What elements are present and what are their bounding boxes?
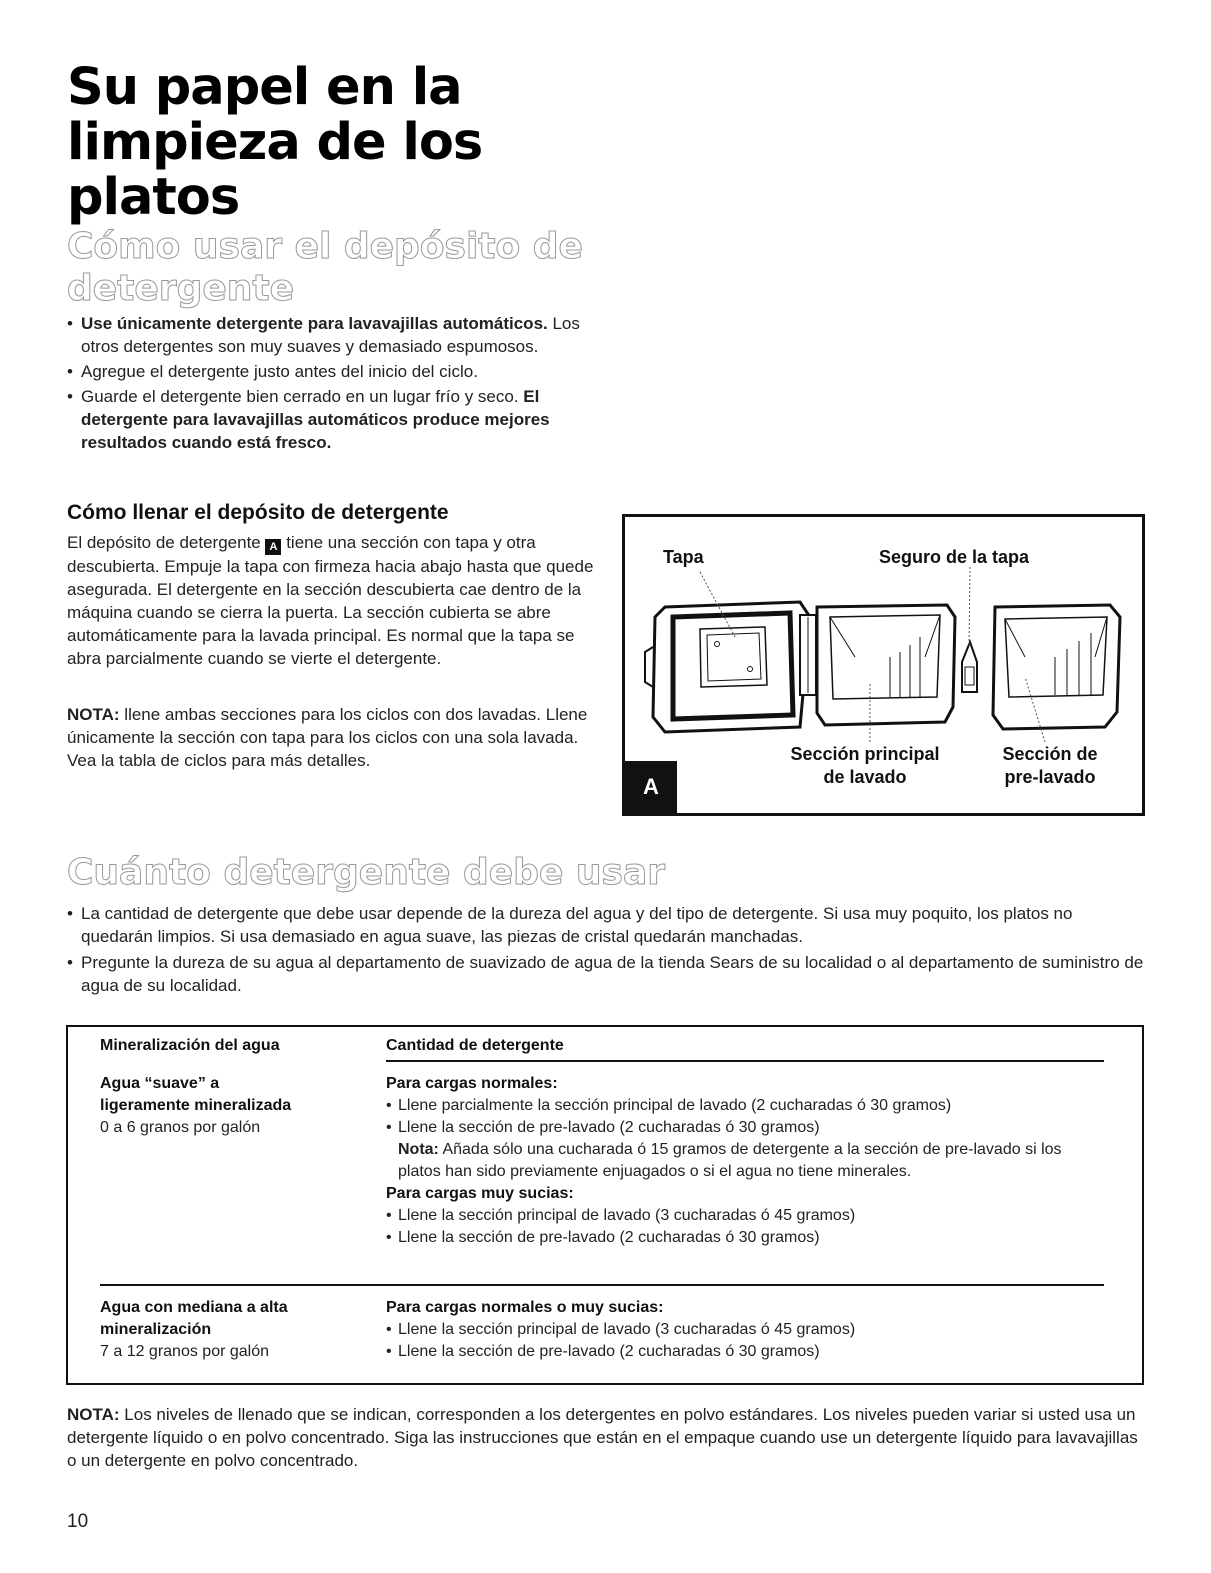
list-item xyxy=(67,312,597,358)
fill-subheading: Cómo llenar el depósito de detergente xyxy=(67,501,449,524)
note-label: Nota: xyxy=(398,1141,439,1158)
body-text: Agregue el detergente justo antes del inicio del ciclo. xyxy=(81,362,478,381)
detergent-dispenser-figure xyxy=(622,514,1145,816)
load-bullets xyxy=(386,1095,1106,1139)
body-text: El depósito de detergente xyxy=(67,533,266,552)
section-heading-usage: Cuánto detergente debe usar xyxy=(67,852,665,893)
header-amount: Cantidad de detergente xyxy=(386,1037,564,1054)
list-item: • La cantidad de detergente que debe usar depende de la dureza del agua y del tipo de detergente. Si usa muy poquito, los platos no quedarán limpios. Si usa demasiado en agua suave, las piezas de cristal quedarán manchadas. xyxy=(67,902,1147,948)
water-type: mineralización xyxy=(100,1321,212,1338)
bold-text: Use únicamente detergente para lavavajillas automáticos. xyxy=(81,314,548,333)
body-text: Los otros detergentes son muy suaves y demasiado espumosos. xyxy=(81,314,580,356)
label-seguro-tapa: Seguro de la tapa xyxy=(879,547,1030,567)
fill-paragraph xyxy=(67,531,597,670)
note-text: Los niveles de llenado que se indican, corresponden a los detergentes en polvo estándares. Los niveles pueden variar si usted usa un detergente líquido o en polvo concentrado. Siga las instrucciones que están en el empaque cuando use un detergente líquido para lavavajillas o un detergente en polvo concentrado. xyxy=(67,1405,1138,1470)
page-title xyxy=(67,60,587,225)
body-text: Guarde el detergente bien cerrado en un lugar frío y seco. xyxy=(81,387,524,406)
list-item xyxy=(67,360,597,383)
detergent-table xyxy=(66,1025,1144,1385)
label-line: pre-lavado xyxy=(1004,767,1096,787)
water-type: Agua “suave” a xyxy=(100,1075,220,1092)
list-item: • Llene parcialmente la sección principal de lavado (2 cucharadas ó 30 gramos) xyxy=(386,1095,1106,1117)
heading-line: Cómo usar el depósito de xyxy=(67,226,583,267)
load-heading: Para cargas normales o muy sucias: xyxy=(386,1299,664,1316)
bold-text: El detergente para lavavajillas automáticos produce mejores resultados cuando está fresco. xyxy=(81,387,550,452)
label-seccion-principal xyxy=(770,743,960,789)
title-line: platos xyxy=(67,168,240,227)
load-heading: Para cargas muy sucias: xyxy=(386,1185,574,1202)
label-line: Sección principal xyxy=(790,744,940,764)
usage-bullet-list xyxy=(67,902,1147,1000)
row1-amount xyxy=(386,1073,1106,1249)
header-water: Mineralización del agua xyxy=(100,1037,280,1054)
section-heading-deposit xyxy=(67,226,627,310)
deposit-bullet-list xyxy=(67,312,597,456)
note-text: llene ambas secciones para los ciclos con dos lavadas. Llene únicamente la sección con tapa para los ciclos con una sola lavada. Vea la tabla de ciclos para más detalles. xyxy=(67,705,588,770)
figure-ref-badge: A xyxy=(265,539,281,555)
figure-badge: A xyxy=(625,761,677,813)
list-item xyxy=(67,385,597,454)
title-line: limpieza de los xyxy=(67,113,483,172)
row-divider xyxy=(100,1284,1104,1286)
title-line: Su papel en la xyxy=(67,58,462,117)
row2-water xyxy=(100,1297,370,1363)
load-heading: Para cargas normales: xyxy=(386,1075,558,1092)
table-header xyxy=(100,1035,280,1057)
list-item: • Llene la sección principal de lavado (3 cucharadas ó 45 gramos) xyxy=(386,1319,1106,1341)
label-tapa: Tapa xyxy=(663,547,704,567)
load-bullets xyxy=(386,1319,1106,1363)
water-type: ligeramente mineralizada xyxy=(100,1097,292,1114)
label-line: Sección de xyxy=(1002,744,1098,764)
water-type: Agua con mediana a alta xyxy=(100,1299,288,1316)
list-item: • Pregunte la dureza de su agua al departamento de suavizado de agua de la tienda Sears de su localidad o al departamento de suministro de agua de su localidad. xyxy=(67,951,1147,997)
load-bullets xyxy=(386,1205,1106,1249)
note-label: NOTA: xyxy=(67,1405,120,1424)
row1-note xyxy=(386,1139,1106,1183)
list-item: • Llene la sección principal de lavado (3 cucharadas ó 45 gramos) xyxy=(386,1205,1106,1227)
list-item: • Llene la sección de pre-lavado (2 cucharadas ó 30 gramos) xyxy=(386,1117,1106,1139)
note-label: NOTA: xyxy=(67,705,120,724)
page-number: 10 xyxy=(67,1511,89,1532)
table-header xyxy=(386,1035,564,1057)
fill-note xyxy=(67,703,597,772)
note-text: Añada sólo una cucharada ó 15 gramos de detergente a la sección de pre-lavado si los platos han sido previamente enjuagados o si el agua no tiene minerales. xyxy=(398,1141,1062,1180)
label-line: de lavado xyxy=(823,767,907,787)
label-seccion-prelavado xyxy=(990,743,1110,789)
water-hardness: 7 a 12 granos por galón xyxy=(100,1343,270,1360)
list-item: • Llene la sección de pre-lavado (2 cucharadas ó 30 gramos) xyxy=(386,1227,1106,1249)
bottom-note xyxy=(67,1403,1147,1472)
row1-water xyxy=(100,1073,370,1139)
row2-amount xyxy=(386,1297,1106,1363)
heading-line: detergente xyxy=(67,268,295,309)
header-divider xyxy=(386,1060,1104,1062)
body-text: tiene una sección con tapa y otra descubierta. Empuje la tapa con firmeza hacia abajo hasta que quede asegurada. El detergente en la sección descubierta cae dentro de la máquina cuando se cierra la puerta. La sección cubierta se abre automáticamente para la lavada principal. Es normal que la tapa se abra parcialmente cuando se vierte el detergente. xyxy=(67,533,594,668)
list-item: • Llene la sección de pre-lavado (2 cucharadas ó 30 gramos) xyxy=(386,1341,1106,1363)
water-hardness: 0 a 6 granos por galón xyxy=(100,1119,261,1136)
